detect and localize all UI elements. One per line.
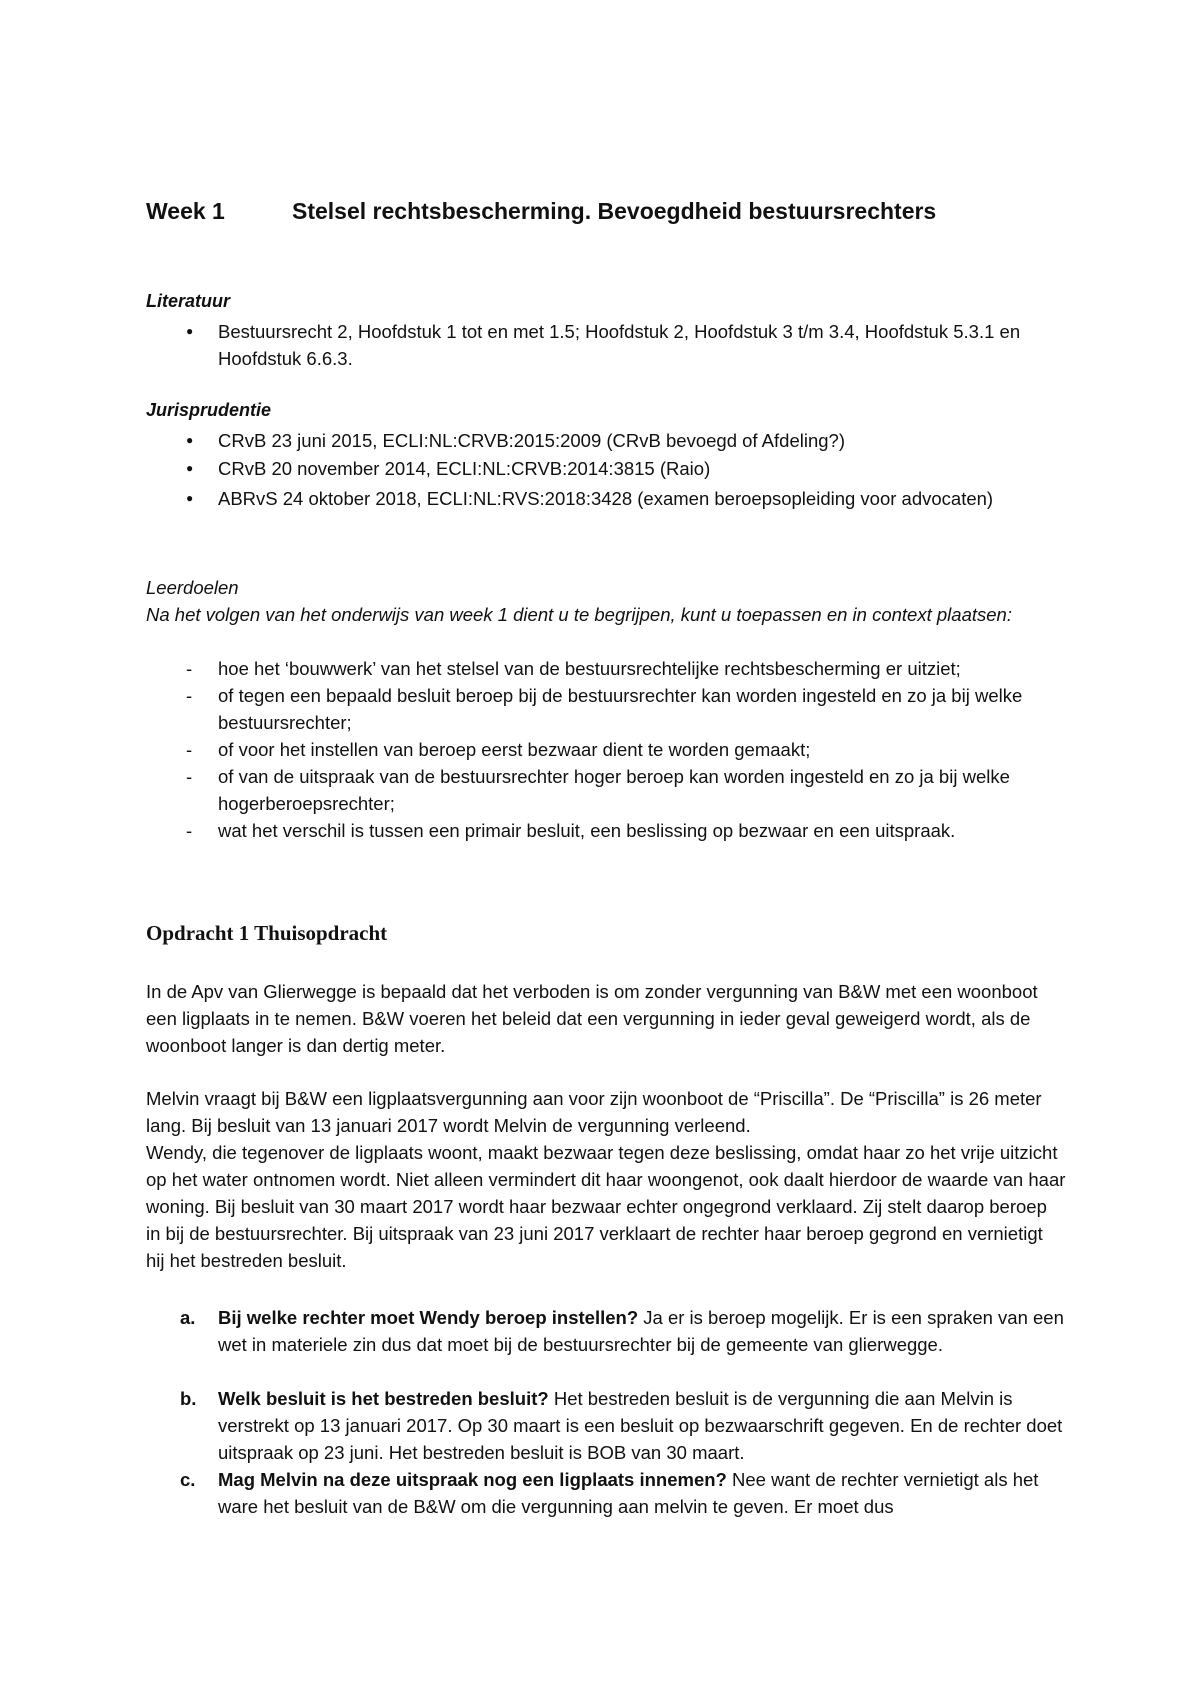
answer-text: Het bestreden besluit is de vergunning die aan Melvin is verstrekt op 13 januari 2017. Op 30 maart is een besluit op bezwaarschrift gegeven. En de rechter doet uitspraak op 23 juni. Het bestreden besluit is BOB van 30 maart. (218, 1388, 1063, 1463)
question-text: Welk besluit is het bestreden besluit? (218, 1388, 549, 1409)
jurisprudentie-item: CRvB 23 juni 2015, ECLI:NL:CRVB:2015:2009 (CRvB bevoegd of Afdeling?) (218, 430, 845, 451)
leerdoel-item: of van de uitspraak van de bestuursrechter hoger beroep kan worden ingesteld en zo ja bij welke hogerberoepsrechter; (218, 766, 1010, 814)
bullet-icon: ● (186, 491, 194, 505)
answer-text: Nee want de rechter vernietigt als het ware het besluit van de B&W om die vergunning aan melvin te geven. Er moet dus (218, 1469, 1039, 1517)
opdracht-paragraph: Wendy, die tegenover de ligplaats woont, maakt bezwaar tegen deze beslissing, omdat haar zo het vrije uitzicht op het water ontnomen wordt. Niet alleen vermindert dit haar woongenot, ook daalt hierdoor de waarde van haar woning. Bij besluit van 30 maart 2017 wordt haar bezwaar echter ongegrond verklaard. Zij stelt daarop beroep in bij de bestuursrechter. Bij uitspraak van 23 juni 2017 verklaart de rechter haar beroep gegrond en vernietigt hij het bestreden besluit. (146, 1142, 1066, 1271)
opdracht-paragraph: Melvin vraagt bij B&W een ligplaatsvergunning aan voor zijn woonboot de “Priscilla”. De “Priscilla” is 26 meter lang. Bij besluit van 13 januari 2017 wordt Melvin de vergunning verleend. (146, 1088, 1042, 1136)
question-item (218, 1466, 1068, 1520)
opdracht-paragraph: In de Apv van Glierwegge is bepaald dat het verboden is om zonder vergunning van B&W met een woonboot een ligplaats in te nemen. B&W voeren het beleid dat een vergunning in ieder geval geweigerd wordt, als de woonboot langer is dan dertig meter. (146, 981, 1038, 1056)
leerdoelen-heading: Leerdoelen (146, 577, 239, 598)
leerdoelen-intro: Na het volgen van het onderwijs van week 1 dient u te begrijpen, kunt u toepassen en in context plaatsen: (146, 604, 1012, 625)
leerdoel-item: hoe het ‘bouwwerk’ van het stelsel van de bestuursrechtelijke rechtsbescherming er uitziet; (218, 658, 961, 679)
question-item (218, 1304, 1068, 1358)
title-week: Week 1 (146, 198, 225, 224)
jurisprudentie-item: CRvB 20 november 2014, ECLI:NL:CRVB:2014:3815 (Raio) (218, 458, 711, 479)
leerdoel-item: wat het verschil is tussen een primair besluit, een beslissing op bezwaar en een uitspraak. (218, 820, 956, 841)
question-item (218, 1385, 1068, 1466)
dash-marker: - (186, 820, 193, 841)
question-letter: b. (180, 1388, 197, 1409)
page-title (146, 198, 937, 225)
question-letter: c. (180, 1469, 196, 1490)
dash-marker: - (186, 658, 193, 679)
bullet-icon: ● (186, 324, 194, 338)
title-subject: Stelsel rechtsbescherming. Bevoegdheid bestuursrechters (292, 198, 937, 224)
question-text: Bij welke rechter moet Wendy beroep instellen? (218, 1307, 639, 1328)
question-letter: a. (180, 1307, 196, 1328)
bullet-icon: ● (186, 461, 194, 475)
leerdoel-item: of voor het instellen van beroep eerst bezwaar dient te worden gemaakt; (218, 739, 811, 760)
jurisprudentie-heading: Jurisprudentie (146, 400, 272, 420)
question-text: Mag Melvin na deze uitspraak nog een ligplaats innemen? (218, 1469, 727, 1490)
literatuur-heading: Literatuur (146, 291, 231, 311)
leerdoel-item: of tegen een bepaald besluit beroep bij de bestuursrechter kan worden ingesteld en zo ja bij welke bestuursrechter; (218, 685, 1023, 733)
literatuur-item: Bestuursrecht 2, Hoofdstuk 1 tot en met 1.5; Hoofdstuk 2, Hoofdstuk 3 t/m 3.4, Hoofdstuk 5.3.1 en Hoofdstuk 6.6.3. (218, 321, 1021, 369)
dash-marker: - (186, 766, 193, 787)
opdracht-heading: Opdracht 1 Thuisopdracht (146, 921, 388, 945)
dash-marker: - (186, 739, 193, 760)
answer-text: Ja er is beroep mogelijk. Er is een spraken van een wet in materiele zin dus dat moet bij de bestuursrechter bij de gemeente van glierwegge. (218, 1307, 1064, 1355)
dash-marker: - (186, 685, 193, 706)
bullet-icon: ● (186, 433, 194, 447)
jurisprudentie-item: ABRvS 24 oktober 2018, ECLI:NL:RVS:2018:3428 (examen beroepsopleiding voor advocaten) (218, 488, 994, 509)
